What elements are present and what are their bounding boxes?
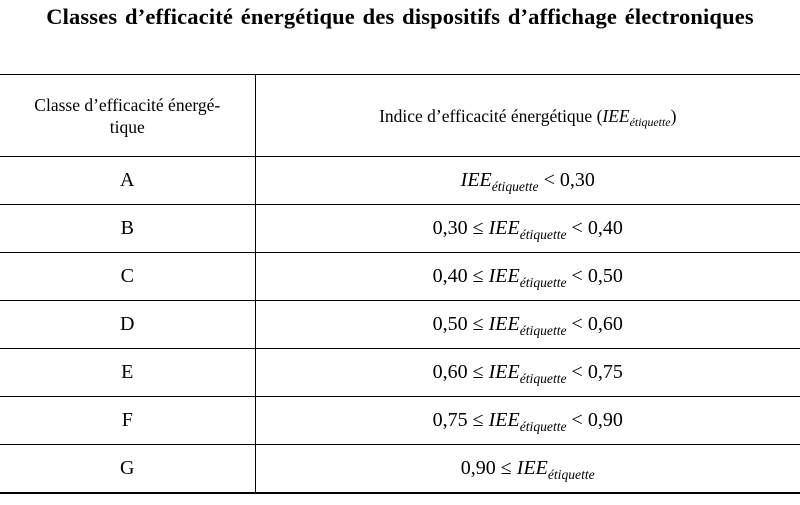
iee-variable: IEE bbox=[488, 217, 520, 239]
table-title: Classes d’efficacité énergétique des dispositifs d’affichage électroniques bbox=[46, 4, 754, 29]
table-row bbox=[0, 253, 800, 301]
class-cell: G bbox=[0, 445, 255, 494]
less-equal-sign: ≤ bbox=[472, 409, 484, 431]
table-row bbox=[0, 445, 800, 494]
iee-variable: IEE bbox=[488, 409, 520, 431]
header-class bbox=[0, 75, 255, 157]
table-row bbox=[0, 349, 800, 397]
class-cell: C bbox=[0, 253, 255, 301]
iee-variable: IEE bbox=[460, 169, 492, 191]
iee-subscript: étiquette bbox=[547, 466, 595, 482]
iee-variable: IEE bbox=[488, 313, 520, 335]
lower-bound: 0,90 bbox=[460, 457, 496, 479]
less-equal-sign: ≤ bbox=[472, 265, 484, 287]
less-than-sign: < bbox=[571, 217, 583, 239]
upper-bound: 0,30 bbox=[559, 169, 595, 191]
less-equal-sign: ≤ bbox=[472, 313, 484, 335]
header-index-sub: étiquette bbox=[629, 114, 671, 129]
less-than-sign: < bbox=[571, 265, 583, 287]
lower-bound: 0,60 bbox=[432, 361, 468, 383]
less-equal-sign: ≤ bbox=[500, 457, 512, 479]
class-cell: A bbox=[0, 157, 255, 205]
less-equal-sign: ≤ bbox=[472, 361, 484, 383]
less-than-sign: < bbox=[543, 169, 555, 191]
header-index-prefix: Indice d’efficacité énergétique ( bbox=[379, 105, 603, 126]
class-cell: B bbox=[0, 205, 255, 253]
class-cell: F bbox=[0, 397, 255, 445]
index-range-cell bbox=[255, 205, 800, 253]
iee-variable: IEE bbox=[488, 361, 520, 383]
index-range-cell bbox=[255, 445, 800, 494]
header-class-line1: Classe d’efficacité énergé- bbox=[34, 94, 221, 115]
table-row bbox=[0, 157, 800, 205]
class-cell: E bbox=[0, 349, 255, 397]
iee-subscript: étiquette bbox=[519, 322, 567, 338]
lower-bound: 0,50 bbox=[432, 313, 468, 335]
lower-bound: 0,30 bbox=[432, 217, 468, 239]
index-range-cell bbox=[255, 397, 800, 445]
header-index-var: IEE bbox=[602, 105, 630, 126]
upper-bound: 0,50 bbox=[587, 265, 623, 287]
table-row bbox=[0, 397, 800, 445]
lower-bound: 0,40 bbox=[432, 265, 468, 287]
energy-class-table bbox=[0, 74, 800, 494]
index-range-cell bbox=[255, 301, 800, 349]
lower-bound: 0,75 bbox=[432, 409, 468, 431]
iee-subscript: étiquette bbox=[491, 178, 539, 194]
header-class-line2: tique bbox=[109, 116, 145, 137]
table-row bbox=[0, 301, 800, 349]
index-range-cell bbox=[255, 253, 800, 301]
header-index-suffix: ) bbox=[670, 105, 677, 126]
table-row bbox=[0, 205, 800, 253]
less-equal-sign: ≤ bbox=[472, 217, 484, 239]
header-index bbox=[255, 75, 800, 157]
iee-variable: IEE bbox=[488, 265, 520, 287]
iee-variable: IEE bbox=[516, 457, 548, 479]
upper-bound: 0,75 bbox=[587, 361, 623, 383]
upper-bound: 0,40 bbox=[587, 217, 623, 239]
iee-subscript: étiquette bbox=[519, 418, 567, 434]
iee-subscript: étiquette bbox=[519, 370, 567, 386]
less-than-sign: < bbox=[571, 409, 583, 431]
iee-subscript: étiquette bbox=[519, 274, 567, 290]
upper-bound: 0,60 bbox=[587, 313, 623, 335]
index-range-cell bbox=[255, 157, 800, 205]
less-than-sign: < bbox=[571, 313, 583, 335]
upper-bound: 0,90 bbox=[587, 409, 623, 431]
index-range-cell bbox=[255, 349, 800, 397]
less-than-sign: < bbox=[571, 361, 583, 383]
table-header-row bbox=[0, 75, 800, 157]
iee-subscript: étiquette bbox=[519, 226, 567, 242]
class-cell: D bbox=[0, 301, 255, 349]
